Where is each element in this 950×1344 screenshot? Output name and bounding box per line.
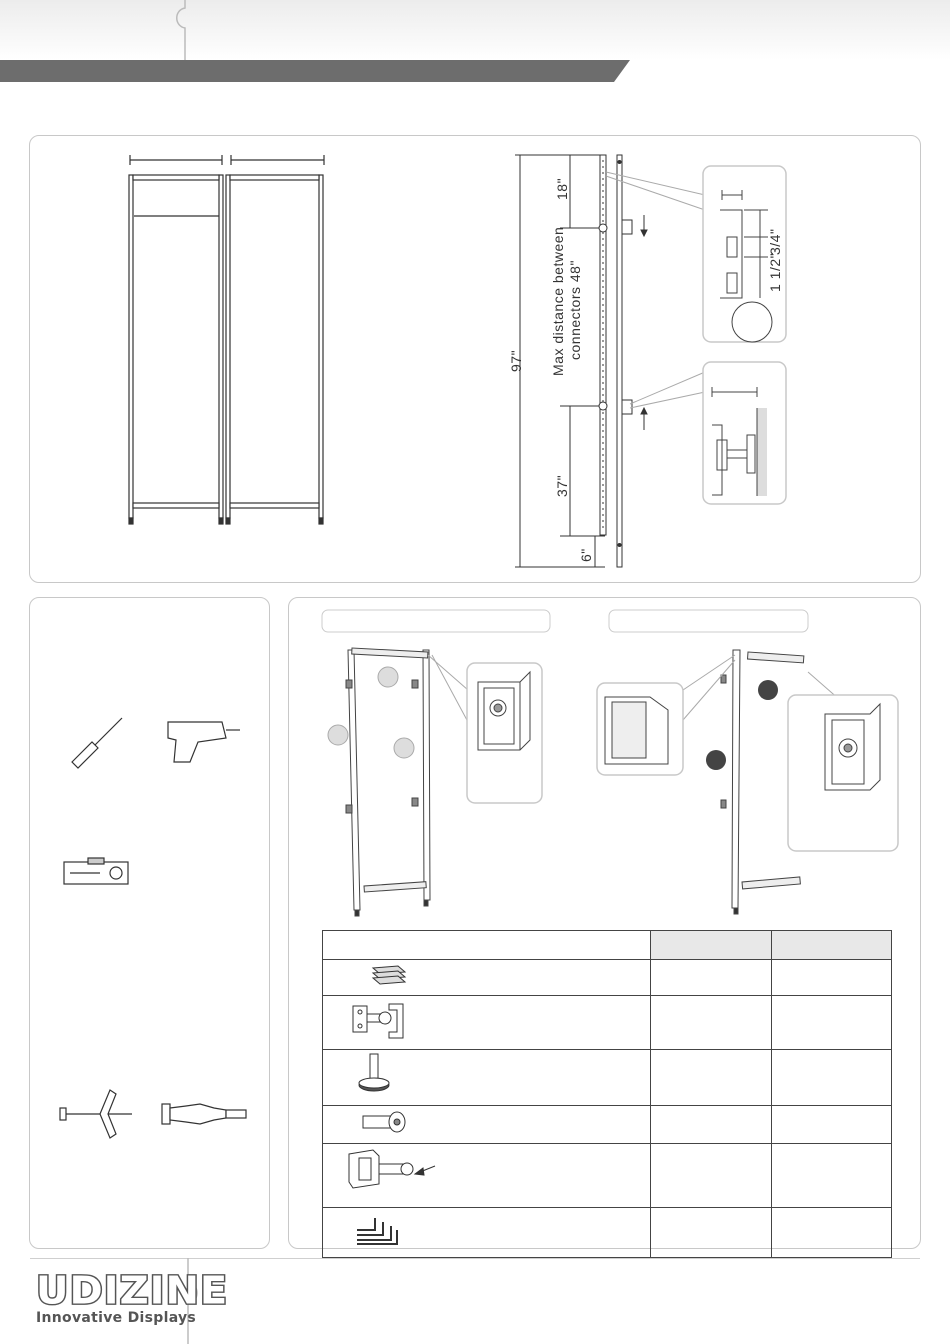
step-callout-bubbles-dark xyxy=(706,680,778,770)
leveling-foot-icon xyxy=(323,1050,650,1100)
header-part xyxy=(323,931,651,960)
screwdriver-icon xyxy=(72,718,122,768)
allen-keys-icon xyxy=(323,1208,650,1252)
table-row xyxy=(323,1106,892,1144)
header-qty-a xyxy=(651,931,772,960)
wall-bracket-icon xyxy=(323,996,650,1044)
parts-table xyxy=(322,930,892,1258)
table-row xyxy=(323,1208,892,1258)
step-callout-bubbles xyxy=(328,667,414,758)
brand-name: UDIZINE xyxy=(36,1269,229,1313)
level-icon xyxy=(64,858,128,884)
dim-hole-spacing-a: 3/4" xyxy=(767,228,783,255)
wall-anchor-icon xyxy=(162,1104,246,1124)
table-row xyxy=(323,1144,892,1208)
bracket-clamp-icon xyxy=(323,1144,650,1202)
connector-bolt-icon xyxy=(323,1106,650,1138)
assembly-label-box-left xyxy=(322,610,550,632)
frame-assembly-left xyxy=(346,648,430,916)
dim-lower-gap: 37" xyxy=(554,474,570,497)
assembly-section xyxy=(322,610,898,916)
wall-bracket-detail xyxy=(703,362,786,504)
brand-logo xyxy=(36,1270,228,1326)
table-row xyxy=(323,1050,892,1106)
header-qty-b xyxy=(771,931,892,960)
dim-total-height: 97" xyxy=(508,349,524,372)
end-cap-icon xyxy=(323,960,650,990)
upright-side-view xyxy=(515,155,705,567)
dim-top-gap: 18" xyxy=(554,177,570,200)
connector-detail-right xyxy=(788,672,898,851)
dim-floor-gap: 6" xyxy=(578,548,594,562)
connector-detail-left xyxy=(428,655,542,803)
table-row xyxy=(323,960,892,996)
toggle-bolt-icon xyxy=(60,1090,132,1138)
dim-hole-spacing-b: 1 1/2" xyxy=(767,252,783,292)
tools-section xyxy=(60,718,246,1138)
dim-max-distance-1: Max distance between xyxy=(550,226,566,376)
assembly-label-box-right xyxy=(609,610,808,632)
brand-tagline: Innovative Displays xyxy=(36,1310,197,1326)
drill-icon xyxy=(168,722,240,762)
dim-max-distance-2: connectors 48" xyxy=(567,260,583,360)
footer-divider xyxy=(30,1258,920,1259)
table-row xyxy=(323,996,892,1050)
parts-table-header xyxy=(323,931,892,960)
frame-front-view xyxy=(129,155,324,524)
